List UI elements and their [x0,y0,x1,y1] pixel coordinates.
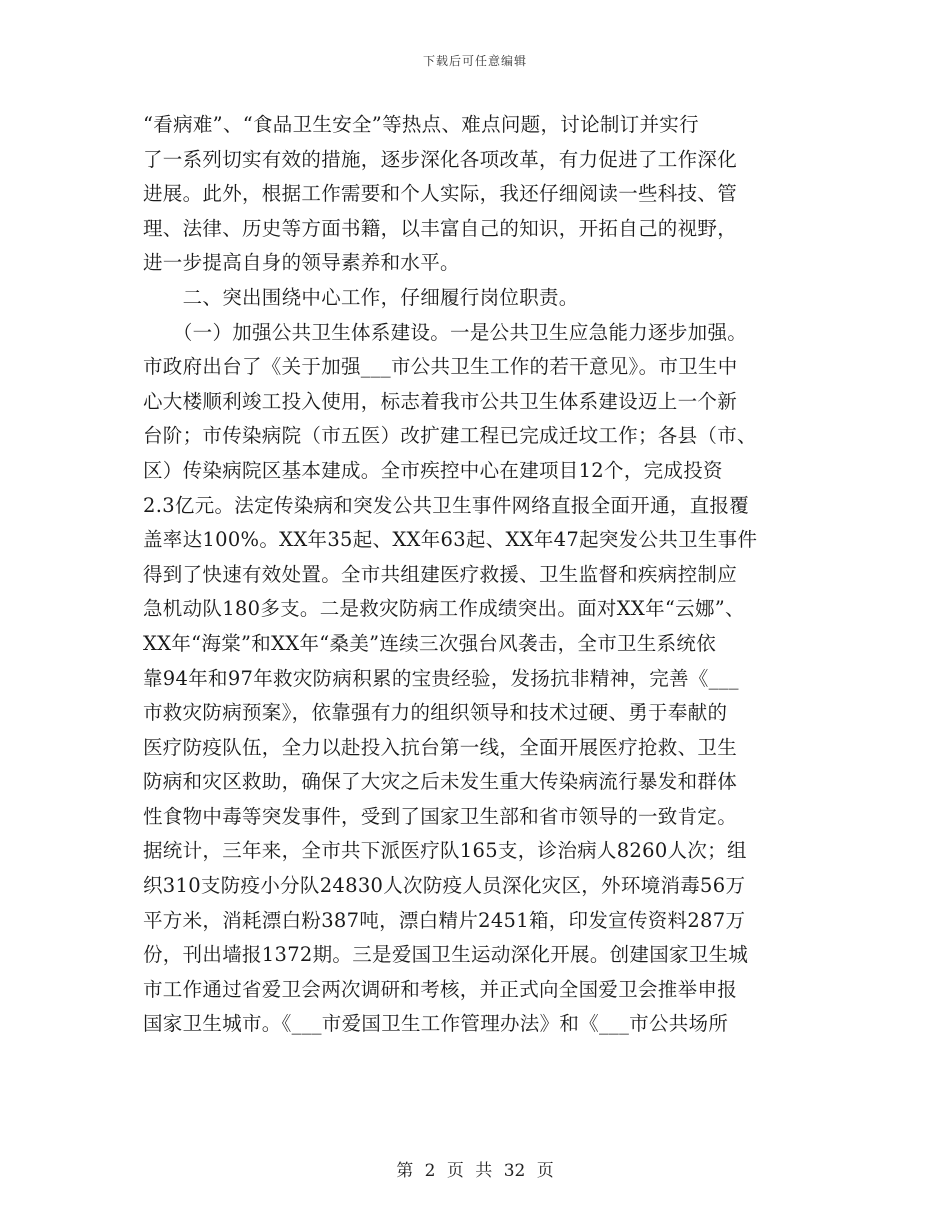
text-line: 进展。此外，根据工作需要和个人实际，我还仔细阅读一些科技、管 [143,182,738,206]
text-line: 市工作通过省爱卫会两次调研和考核，并正式向全国爱卫会推举申报 [143,977,738,1001]
text-line: 了一系列切实有效的措施，逐步深化各项改革，有力促进了工作深化 [143,147,738,171]
page-header: 下载后可任意编辑 [422,54,527,68]
text-line: 2.3亿元。法定传染病和突发公共卫生事件网络直报全面开通，直报覆 [143,493,750,517]
text-line: 据统计，三年来，全市共下派医疗队165支，诊治病人8260人次；组 [143,839,747,863]
text-line: 防病和灾区救助，确保了大灾之后未发生重大传染病流行暴发和群体 [143,770,738,794]
text-line: 靠94年和97年救灾防病积累的宝贵经验，发扬抗非精神，完善《___ [143,666,739,690]
text-line: 急机动队180多支。二是救灾防病工作成绩突出。面对XX年“云娜”、 [143,597,745,621]
text-line: 理、法律、历史等方面书籍，以丰富自己的知识，开拓自己的视野， [143,216,738,240]
text-line: 平方米，消耗漂白粉387吨，漂白精片2451箱，印发宣传资料287万 [143,908,746,932]
text-line: 市救灾防病预案》，依靠强有力的组织领导和技术过硬、勇于奉献的 [143,701,728,725]
subsection-heading: （一）加强公共卫生体系建设。一是公共卫生应急能力逐步加强。 [143,320,748,344]
text-line: 区）传染病院区基本建成。全市疾控中心在建项目12个，完成投资 [143,458,723,482]
page-number: 第 2 页 共 32 页 [396,1161,554,1181]
text-line: 盖率达100%。XX年35起、XX年63起、XX年47起突发公共卫生事件 [143,528,758,552]
text-line: 得到了快速有效处置。全市共组建医疗救援、卫生监督和疾病控制应 [143,562,738,586]
text-line: 国家卫生城市。《___市爱国卫生工作管理办法》和《___市公共场所 [143,1012,729,1036]
text-line: 性食物中毒等突发事件，受到了国家卫生部和省市领导的一致肯定。 [143,804,738,828]
text-line: 市政府出台了《关于加强___市公共卫生工作的若干意见》。市卫生中 [143,355,738,379]
text-line: 台阶；市传染病院（市五医）改扩建工程已完成迁坟工作；各县（市、 [143,424,757,448]
text-line: 医疗防疫队伍，全力以赴投入抗台第一线，全面开展医疗抢救、卫生 [143,735,738,759]
section-heading: 二、突出围绕中心工作，仔细履行岗位职责。 [143,285,579,309]
document-body [143,108,803,1042]
text-line: 织310支防疫小分队24830人次防疫人员深化灾区，外环境消毒56万 [143,874,746,898]
text-line: 进一步提高自身的领导素养和水平。 [143,251,460,275]
text-line: XX年“海棠”和XX年“桑美”连续三次强台风袭击，全市卫生系统依 [143,631,717,655]
text-line: 心大楼顺利竣工投入使用，标志着我市公共卫生体系建设迈上一个新 [143,389,738,413]
text-line: 份，刊出墙报1372期。三是爱国卫生运动深化开展。创建国家卫生城 [143,943,749,967]
text-line: “看病难”、“食品卫生安全”等热点、难点问题，讨论制订并实行 [143,113,699,136]
